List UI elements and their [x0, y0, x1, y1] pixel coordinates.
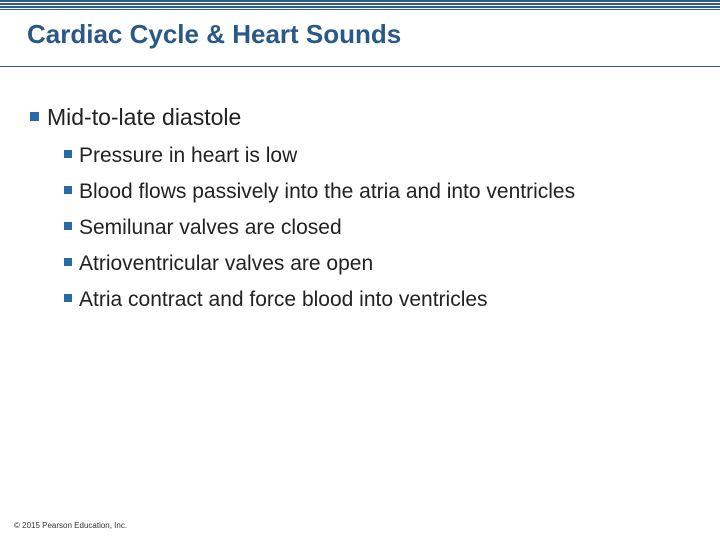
sub-bullet-semilunar-valves: [64, 216, 342, 240]
sub-bullet-text: Blood flows passively into the atria and into ventricles: [79, 180, 576, 203]
sub-bullet-text: Semilunar valves are closed: [79, 216, 342, 239]
sub-bullet-text: Atria contract and force blood into ventricles: [79, 288, 488, 311]
square-bullet-icon: [64, 186, 72, 194]
title-divider: [0, 66, 720, 67]
sub-bullet-av-valves: [64, 252, 373, 276]
slide-title: Cardiac Cycle & Heart Sounds: [27, 19, 402, 49]
header-stripes: [0, 0, 720, 10]
square-bullet-icon: [64, 150, 72, 158]
sub-bullet-pressure: [64, 144, 297, 168]
sub-bullet-blood-flow: [64, 180, 575, 204]
sub-bullet-text: Atrioventricular valves are open: [79, 252, 374, 275]
sub-bullet-text: Pressure in heart is low: [79, 144, 298, 167]
square-bullet-icon: [64, 294, 72, 302]
square-bullet-icon: [64, 258, 72, 266]
sub-bullet-atria-contract: [64, 288, 488, 312]
square-bullet-icon: [30, 112, 39, 121]
copyright-notice: © 2015 Pearson Education, Inc.: [14, 521, 128, 530]
bullet-mid-to-late-diastole: [30, 104, 241, 131]
square-bullet-icon: [64, 222, 72, 230]
bullet-text: Mid-to-late diastole: [47, 104, 242, 130]
